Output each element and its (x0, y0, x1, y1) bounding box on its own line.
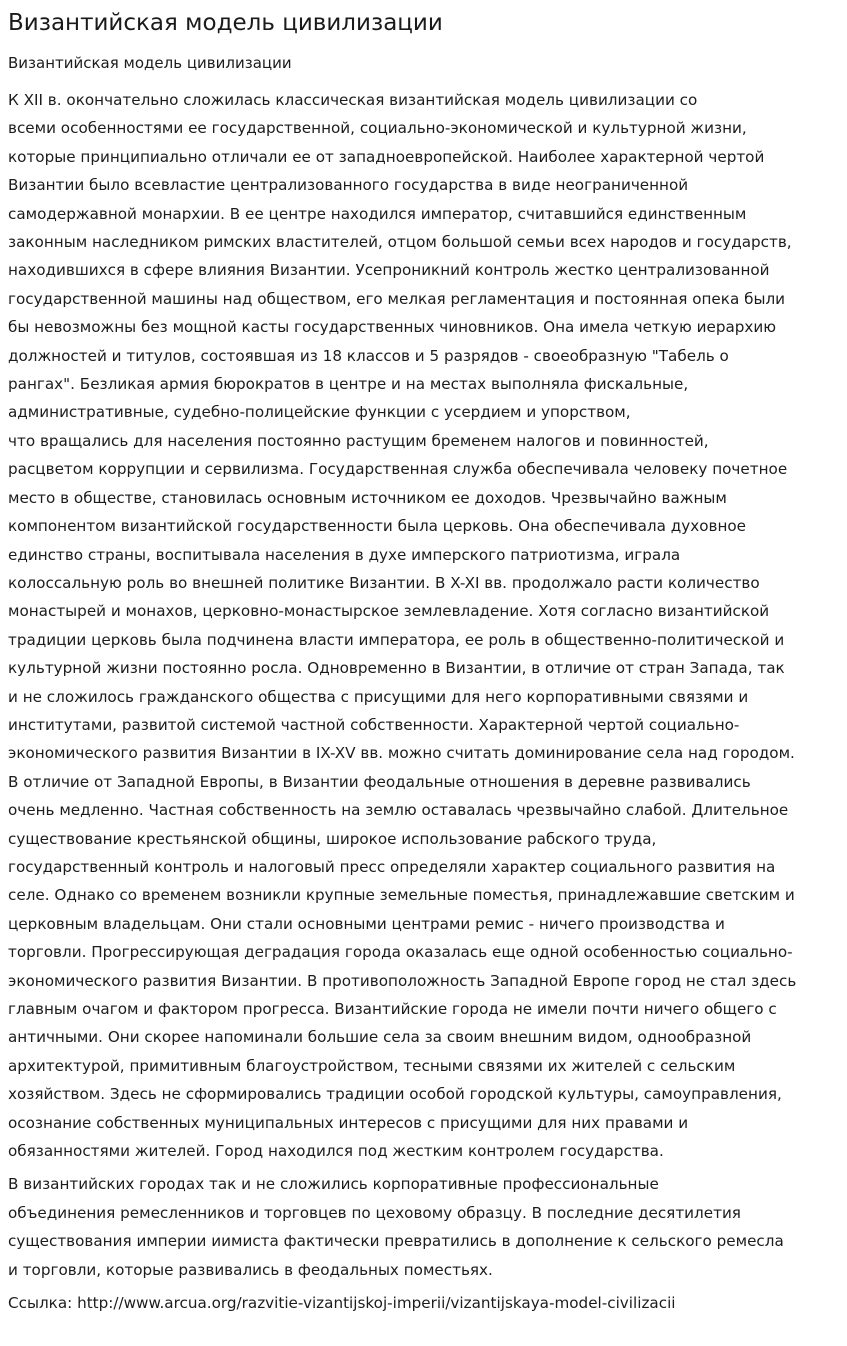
paragraph-1 (8, 86, 839, 1165)
text-line: расцветом коррупции и сервилизма. Государственная служба обеспечивала человеку почетное (8, 460, 788, 479)
text-line: и не сложилось гражданского общества с присущими для него корпоративными связями и (8, 687, 749, 706)
text-line: архитектурой, примитивным благоустройством, тесными связями их жителей с сельским (8, 1056, 736, 1075)
text-line: В византийских городах так и не сложились корпоративные профессиональные (8, 1175, 659, 1194)
text-line: очень медленно. Частная собственность на землю оставалась чрезвычайно слабой. Длительное (8, 801, 789, 820)
paragraph-2 (8, 1170, 839, 1284)
text-line: колоссальную роль во внешней политике Византии. В X-XI вв. продолжало расти количество (8, 573, 760, 592)
text-line: находившихся в сфере влияния Византии. Усепроникний контроль жестко централизованной (8, 261, 770, 280)
text-line: институтами, развитой системой частной собственности. Характерной чертой социально- (8, 715, 740, 734)
text-line: рангах". Безликая армия бюрократов в центре и на местах выполняла фискальные, (8, 375, 689, 394)
text-line: компонентом византийской государственности была церковь. Она обеспечивала духовное (8, 517, 747, 536)
text-line: осознание собственных муниципальных интересов с присущими для них правами и (8, 1113, 689, 1132)
text-line: законным наследником римских властителей, отцом большой семьи всех народов и государств, (8, 233, 792, 252)
text-line: административные, судебно-полицейские функции с усердием и упорством, (8, 403, 631, 422)
text-line: К XII в. окончательно сложилась классическая византийская модель цивилизации со (8, 91, 698, 109)
text-line: существования империи иимиста фактически превратились в дополнение к сельского ремесла (8, 1232, 784, 1251)
page-title: Византийская модель цивилизации (8, 10, 443, 36)
text-line: церковным владельцам. Они стали основными центрами ремис - ничего производства и (8, 914, 725, 933)
text-line: обязанностями жителей. Город находился под жестким контролем государства. (8, 1142, 664, 1161)
text-line: государственный контроль и налоговый пресс определяли характер социального развития на (8, 857, 776, 876)
source-link[interactable]: Ссылка: http://www.arcua.org/razvitie-vizantijskoj-imperii/vizantijskaya-model-civilizacii (8, 1294, 676, 1313)
text-line: культурной жизни постоянно росла. Одновременно в Византии, в отличие от стран Запада, так (8, 659, 785, 678)
text-line: должностей и титулов, состоявшая из 18 классов и 5 разрядов - своеобразную "Табель о (8, 346, 729, 365)
text-line: главным очагом и фактором прогресса. Византийские города не имели почти ничего общего с (8, 1000, 777, 1018)
text-line: которые принципиально отличали ее от западноевропейской. Наиболее характерной чертой (8, 147, 765, 166)
text-line: место в обществе, становилась основным источником ее доходов. Чрезвычайно важным (8, 488, 727, 507)
text-line: государственной машины над обществом, его мелкая регламентация и постоянная опека были (8, 289, 786, 308)
text-line: Византии было всевластие централизованного государства в виде неограниченной (8, 176, 689, 195)
text-line: торговли. Прогрессирующая деградация города оказалась еще одной особенностью социально- (8, 943, 793, 962)
text-line: всеми особенностями ее государственной, социально-экономической и культурной жизни, (8, 119, 747, 138)
text-line: античными. Они скорее напоминали большие села за своим внешним видом, однообразной (8, 1028, 752, 1047)
text-line: и торговли, которые развивались в феодальных поместьях. (8, 1260, 493, 1279)
text-line: хозяйством. Здесь не сформировались традиции особой городской культуры, самоуправления, (8, 1085, 782, 1104)
text-line: В отличие от Западной Европы, в Византии феодальные отношения в деревне развивались (8, 772, 751, 791)
text-line: экономического развития Византии в IX-XV вв. можно считать доминирование села над городом. (8, 744, 795, 763)
text-line: что вращались для населения постоянно растущим бременем налогов и повинностей, (8, 431, 709, 450)
text-line: традиции церковь была подчинена власти императора, ее роль в общественно-политической и (8, 630, 785, 649)
text-line: экономического развития Византии. В противоположность Западной Европе город не стал здесь (8, 971, 797, 990)
article-subtitle: Византийская модель цивилизации (8, 54, 292, 72)
text-line: селе. Однако со временем возникли крупные земельные поместья, принадлежавшие светским и (8, 886, 795, 905)
text-line: объединения ремесленников и торговцев по цеховому образцу. В последние десятилетия (8, 1203, 741, 1222)
text-line: единство страны, воспитывала населения в духе имперского патриотизма, играла (8, 545, 681, 564)
text-line: существование крестьянской общины, широкое использование рабского труда, (8, 829, 657, 848)
text-line: самодержавной монархии. В ее центре находился император, считавшийся единственным (8, 204, 747, 223)
text-line: монастырей и монахов, церковно-монастырское землевладение. Хотя согласно византийской (8, 602, 770, 621)
text-line: бы невозможны без мощной касты государственных чиновников. Она имела четкую иерархию (8, 318, 777, 337)
